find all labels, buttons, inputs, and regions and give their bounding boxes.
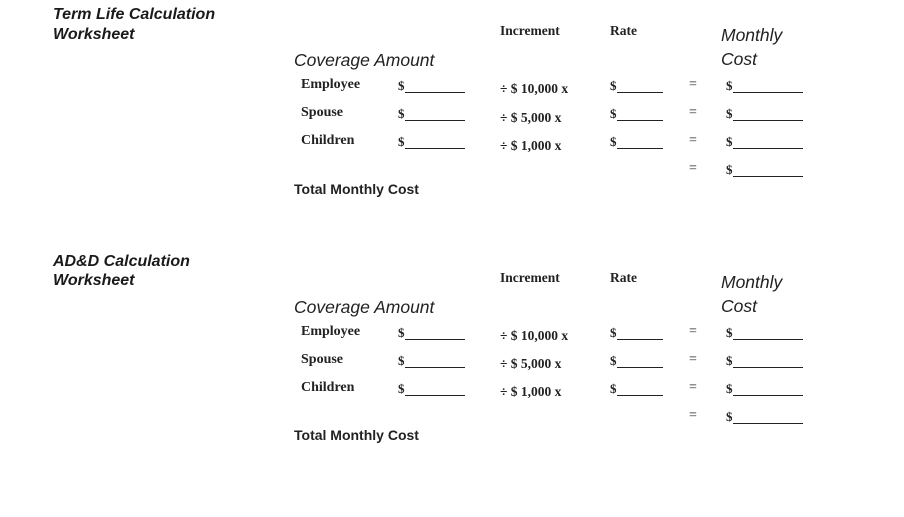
monthly-cost-header-line2: Cost [721, 49, 757, 69]
dollar-sign: $ [726, 353, 733, 368]
row-label-children: Children [301, 133, 355, 148]
total-cost-input-line[interactable] [733, 176, 803, 177]
dollar-sign: $ [726, 381, 733, 396]
section-title-line2: Worksheet [53, 26, 135, 43]
dollar-sign: $ [610, 325, 617, 340]
dollar-sign: $ [726, 409, 733, 424]
coverage-input-line[interactable] [405, 120, 465, 121]
coverage-amount-header: Coverage Amount [294, 297, 435, 317]
monthly-cost-input-line[interactable] [733, 92, 803, 93]
increment-value: ÷ $ 5,000 x [500, 110, 562, 125]
equals-sign: = [689, 77, 697, 92]
dollar-sign: $ [398, 78, 405, 93]
rate-input-line[interactable] [617, 395, 663, 396]
dollar-sign: $ [398, 106, 405, 121]
rate-input-line[interactable] [617, 367, 663, 368]
increment-value: ÷ $ 1,000 x [500, 138, 562, 153]
equals-sign: = [689, 324, 697, 339]
coverage-input-line[interactable] [405, 395, 465, 396]
dollar-sign: $ [398, 381, 405, 396]
increment-header: Increment [500, 270, 560, 285]
dollar-sign: $ [610, 353, 617, 368]
section-title-line2: Worksheet [53, 272, 135, 289]
dollar-sign: $ [398, 134, 405, 149]
increment-value: ÷ $ 10,000 x [500, 81, 569, 96]
equals-sign: = [689, 352, 697, 367]
increment-value: ÷ $ 10,000 x [500, 328, 569, 343]
coverage-input-line[interactable] [405, 92, 465, 93]
coverage-input-line[interactable] [405, 339, 465, 340]
monthly-cost-input-line[interactable] [733, 339, 803, 340]
dollar-sign: $ [398, 325, 405, 340]
dollar-sign: $ [726, 325, 733, 340]
row-label-employee: Employee [301, 77, 361, 92]
monthly-cost-header: Monthly [721, 25, 783, 45]
dollar-sign: $ [726, 162, 733, 177]
dollar-sign: $ [610, 381, 617, 396]
equals-sign: = [689, 380, 697, 395]
monthly-cost-input-line[interactable] [733, 395, 803, 396]
dollar-sign: $ [726, 78, 733, 93]
monthly-cost-input-line[interactable] [733, 120, 803, 121]
dollar-sign: $ [610, 134, 617, 149]
monthly-cost-input-line[interactable] [733, 148, 803, 149]
dollar-sign: $ [398, 353, 405, 368]
monthly-cost-header: Monthly [721, 272, 783, 292]
increment-value: ÷ $ 1,000 x [500, 384, 562, 399]
section-title: Term Life Calculation [53, 6, 216, 23]
increment-header: Increment [500, 23, 560, 38]
rate-input-line[interactable] [617, 148, 663, 149]
equals-sign: = [689, 161, 697, 176]
total-monthly-cost-label: Total Monthly Cost [294, 181, 419, 197]
rate-input-line[interactable] [617, 120, 663, 121]
rate-input-line[interactable] [617, 339, 663, 340]
equals-sign: = [689, 408, 697, 423]
coverage-amount-header: Coverage Amount [294, 50, 435, 70]
rate-header: Rate [610, 23, 637, 38]
dollar-sign: $ [610, 106, 617, 121]
equals-sign: = [689, 105, 697, 120]
rate-header: Rate [610, 270, 637, 285]
dollar-sign: $ [726, 134, 733, 149]
coverage-input-line[interactable] [405, 148, 465, 149]
monthly-cost-input-line[interactable] [733, 367, 803, 368]
row-label-employee: Employee [301, 324, 361, 339]
dollar-sign: $ [726, 106, 733, 121]
row-label-spouse: Spouse [301, 352, 344, 367]
row-label-spouse: Spouse [301, 105, 344, 120]
rate-input-line[interactable] [617, 92, 663, 93]
total-cost-input-line[interactable] [733, 423, 803, 424]
coverage-input-line[interactable] [405, 367, 465, 368]
increment-value: ÷ $ 5,000 x [500, 356, 562, 371]
row-label-children: Children [301, 380, 355, 395]
monthly-cost-header-line2: Cost [721, 296, 757, 316]
section-title: AD&D Calculation [53, 253, 190, 270]
dollar-sign: $ [610, 78, 617, 93]
total-monthly-cost-label: Total Monthly Cost [294, 427, 419, 443]
equals-sign: = [689, 133, 697, 148]
